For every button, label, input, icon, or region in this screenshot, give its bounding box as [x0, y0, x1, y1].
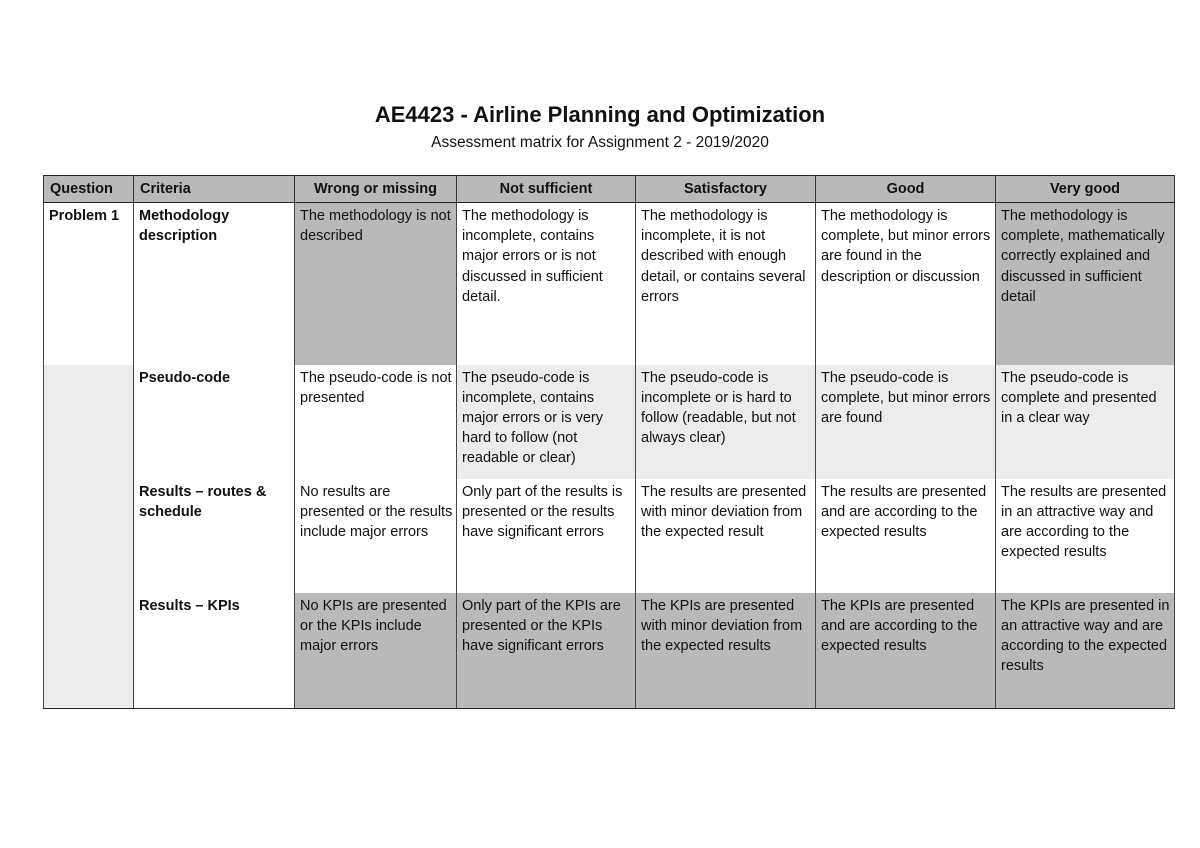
criteria-cell: Methodology description — [134, 203, 295, 365]
score-cell-very-good: The results are presented in an attractive way and are according to the expected results — [996, 479, 1175, 593]
score-cell-satisfactory: The results are presented with minor deviation from the expected result — [636, 479, 816, 593]
score-cell-not-sufficient: Only part of the results is presented or the results have significant errors — [457, 479, 636, 593]
score-cell-wrong-or-missing: No KPIs are presented or the KPIs include major errors — [295, 593, 457, 709]
header-criteria: Criteria — [134, 176, 295, 203]
criteria-cell: Results – routes & schedule — [134, 479, 295, 593]
table-row-results-kpis — [44, 593, 1175, 709]
assessment-matrix-table — [43, 175, 1175, 709]
score-cell-wrong-or-missing: The methodology is not described — [295, 203, 457, 365]
score-cell-not-sufficient: Only part of the KPIs are presented or the KPIs have significant errors — [457, 593, 636, 709]
table-row-methodology — [44, 203, 1175, 365]
table-row-results-routes — [44, 479, 1175, 593]
document-title: AE4423 - Airline Planning and Optimization — [374, 102, 826, 127]
score-cell-good: The pseudo-code is complete, but minor errors are found — [816, 365, 996, 479]
score-cell-very-good: The KPIs are presented in an attractive way and are according to the expected results — [996, 593, 1175, 709]
question-cell — [44, 593, 134, 709]
question-cell: Problem 1 — [44, 203, 134, 365]
score-cell-satisfactory: The KPIs are presented with minor deviation from the expected results — [636, 593, 816, 709]
score-cell-not-sufficient: The methodology is incomplete, contains major errors or is not discussed in sufficient detail. — [457, 203, 636, 365]
table-row-pseudo-code — [44, 365, 1175, 479]
header-good: Good — [816, 176, 996, 203]
score-cell-good: The methodology is complete, but minor errors are found in the description or discussion — [816, 203, 996, 365]
criteria-cell: Results – KPIs — [134, 593, 295, 709]
score-cell-wrong-or-missing: No results are presented or the results include major errors — [295, 479, 457, 593]
document-subtitle: Assessment matrix for Assignment 2 - 2019/2020 — [431, 134, 769, 151]
header-row — [44, 176, 1175, 203]
score-cell-satisfactory: The methodology is incomplete, it is not described with enough detail, or contains several errors — [636, 203, 816, 365]
score-cell-satisfactory: The pseudo-code is incomplete or is hard to follow (readable, but not always clear) — [636, 365, 816, 479]
score-cell-not-sufficient: The pseudo-code is incomplete, contains major errors or is very hard to follow (not readable or clear) — [457, 365, 636, 479]
header-question: Question — [44, 176, 134, 203]
score-cell-very-good: The methodology is complete, mathematically correctly explained and discussed in sufficient detail — [996, 203, 1175, 365]
score-cell-good: The results are presented and are according to the expected results — [816, 479, 996, 593]
score-cell-good: The KPIs are presented and are according to the expected results — [816, 593, 996, 709]
header-not-sufficient: Not sufficient — [457, 176, 636, 203]
header-very-good: Very good — [996, 176, 1175, 203]
criteria-cell: Pseudo-code — [134, 365, 295, 479]
score-cell-wrong-or-missing: The pseudo-code is not presented — [295, 365, 457, 479]
header-satisfactory: Satisfactory — [636, 176, 816, 203]
header-wrong-or-missing: Wrong or missing — [295, 176, 457, 203]
question-cell — [44, 365, 134, 479]
score-cell-very-good: The pseudo-code is complete and presented in a clear way — [996, 365, 1175, 479]
question-cell — [44, 479, 134, 593]
